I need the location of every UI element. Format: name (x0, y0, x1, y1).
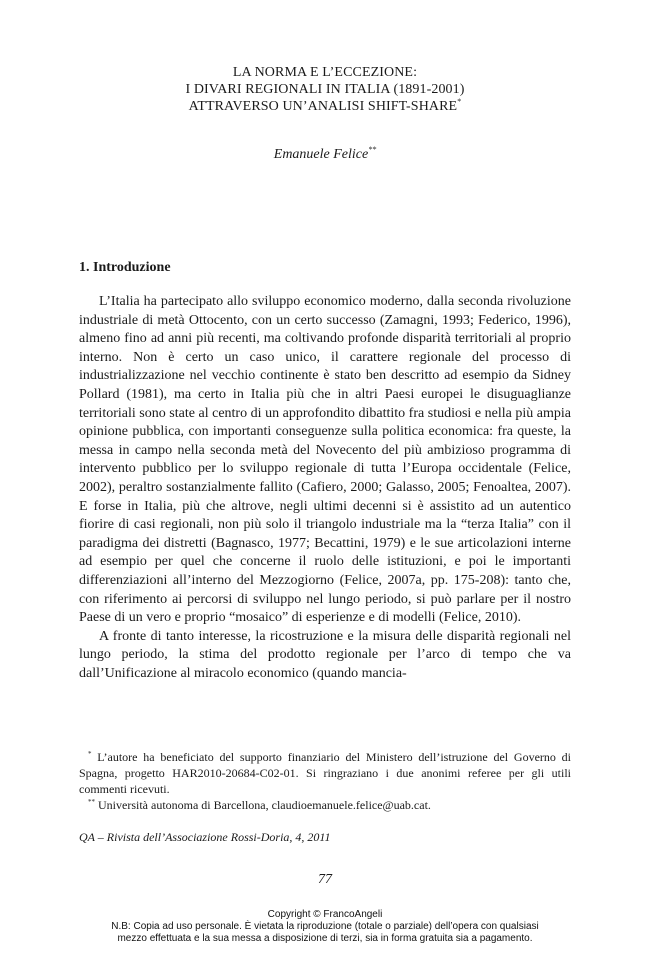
title-line-3 (0, 98, 650, 115)
footnote-2-text: Università autonoma di Barcellona, claudioemanuele.felice@uab.cat. (98, 798, 431, 812)
page-number: 77 (318, 872, 332, 887)
copyright-line-1: Copyright © FrancoAngeli (267, 909, 383, 920)
copyright-notice (0, 909, 650, 945)
body-text (79, 293, 571, 683)
paragraph-1: L’Italia ha partecipato allo sviluppo economico moderno, dalla seconda rivoluzione industriale di metà Ottocento, con un certo successo (Zamagni, 1993; Federico, 1996), almeno fino ad anni più recenti, ma coltivando profonde disparità territoriali al proprio interno. Non è certo un caso unico, il carattere regionale del processo di industrializzazione nel vecchio continente è stato ben descritto ad esempio da Sidney Pollard (1981), ma certo in Italia più che in altri Paesi europei le disuguaglianze territoriali sono state al centro di un approfondito dibattito fra studiosi e nella più ampia opinione pubblica, con importanti conseguenze sulla politica economica: fra queste, la messa in campo nella seconda metà del Novecento del più ambizioso programma di intervento pubblico per lo sviluppo regionale di tutta l’Europa occidentale (Felice, 2002), peraltro sostanzialmente fallito (Cafiero, 2000; Galasso, 2005; Fenoaltea, 2007). E forse in Italia, più che altrove, negli ultimi decenni si è assistito ad un autentico fiorire di casi regionali, non più solo il triangolo industriale ma la “terza Italia” con il paradigma dei distretti (Bagnasco, 1977; Becattini, 1979) e le sue articolazioni interne ad esempio per quel che concerne il ruolo delle istituzioni, e poi le importanti differenziazioni all’interno del Mezzogiorno (Felice, 2007a, pp. 175-208): tanto che, con riferimento ai percorsi di sviluppo nel lungo periodo, si può parlare per il nostro Paese di un vero e proprio “mosaico” di esperienze e di modelli (Felice, 2010). (79, 294, 571, 626)
journal-citation: QA – Rivista dell’Associazione Rossi-Doria, 4, 2011 (79, 830, 331, 844)
author-name: Emanuele Felice (273, 147, 369, 162)
author-line (0, 147, 650, 163)
article-title (0, 64, 650, 115)
copyright-line-2: N.B: Copia ad uso personale. È vietata la riproduzione (totale o parziale) dell’opera con qualsiasi (111, 921, 539, 932)
title-line-2: I DIVARI REGIONALI IN ITALIA (1891-2001) (185, 82, 465, 97)
footnote-2-marker: ** (88, 798, 95, 806)
section-heading: 1. Introduzione (79, 260, 171, 275)
title-line-3-text: ATTRAVERSO UN’ANALISI SHIFT-SHARE (188, 99, 458, 114)
footnote-1-marker: * (88, 750, 92, 758)
paragraph-2: A fronte di tanto interesse, la ricostruzione e la misura delle disparità regionali nel lungo periodo, la stima del prodotto regionale per l’arco di tempo che va dall’Unificazione al miracolo economico (quando mancia- (79, 628, 571, 681)
footnote-1-text: L’autore ha beneficiato del supporto finanziario del Ministero dell’istruzione del Governo di Spagna, progetto HAR2010-20684-C02-01. Si ringraziano i due anonimi referee per gli utili commenti ricevuti. (79, 750, 572, 796)
footnote-2 (79, 797, 571, 813)
title-line-1: LA NORMA E L’ECCEZIONE: (232, 65, 418, 80)
author-footnote-marker: ** (368, 145, 377, 154)
title-footnote-marker: * (457, 97, 462, 106)
footnote-1 (79, 749, 571, 797)
footnotes (79, 749, 571, 813)
copyright-line-3: mezzo effettuata e la sua messa a disposizione di terzi, sia in forma gratuita sia a pagamento. (117, 933, 533, 944)
